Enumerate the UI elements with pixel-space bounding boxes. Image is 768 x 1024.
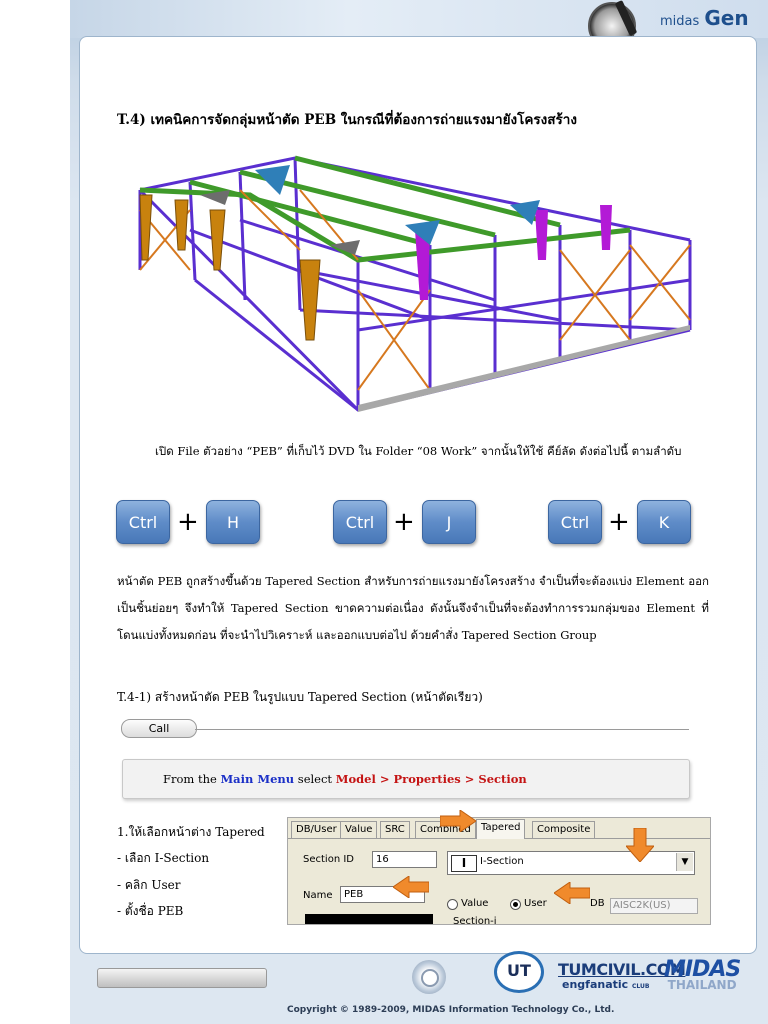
section-id-label: Section ID bbox=[303, 854, 354, 865]
step-item: - คลิก User bbox=[117, 878, 181, 892]
ctrl-key: Ctrl bbox=[116, 500, 170, 544]
ctrl-key: Ctrl bbox=[548, 500, 602, 544]
value-radio[interactable] bbox=[447, 899, 458, 910]
arrow-left-icon bbox=[393, 876, 429, 898]
user-radio-label: User bbox=[524, 898, 547, 909]
section-id-field[interactable]: 16 bbox=[372, 851, 437, 868]
value-radio-label: Value bbox=[461, 898, 489, 909]
tab-combined[interactable]: Combined bbox=[415, 821, 476, 838]
divider bbox=[195, 729, 689, 730]
intro-paragraph: เปิด File ตัวอย่าง “PEB” ที่เก็บไว้ DVD ใน Folder “08 Work” จากนั้นให้ใช้ คีย์ลัด ดังต่อไปนี้ ตามลำดับ bbox=[155, 444, 682, 458]
section-preview bbox=[305, 914, 433, 925]
tab-value[interactable]: Value bbox=[340, 821, 377, 838]
ut-logo: UT bbox=[494, 951, 544, 993]
section-type-select[interactable]: I I-Section ▼ bbox=[447, 851, 695, 875]
k-key: K bbox=[637, 500, 691, 544]
peb-structure-figure bbox=[130, 150, 695, 420]
arrow-right-icon bbox=[440, 810, 476, 832]
chevron-down-icon[interactable]: ▼ bbox=[676, 853, 693, 871]
orb-icon bbox=[412, 960, 446, 994]
body-paragraph: หน้าตัด PEB ถูกสร้างขึ้นด้วย Tapered Section สำหรับการถ่ายแรงมายังโครงสร้าง จำเป็นที่จะต้องแบ่ง Element ออกเป็นชิ้นย่อยๆ จึงทำให้ Tapered Section ขาดความต่อเนื่อง ดังนั้นจึงจำเป็นที่จะต้องทำการรวมกลุ่มของ Element ที่โดนแบ่งทั้งหมดก่อน ที่จะนำไปวิเคราะห์ และออกแบบต่อไป ด้วยคำสั่ง Tapered Section Group bbox=[117, 574, 709, 642]
tab-composite[interactable]: Composite bbox=[532, 821, 595, 838]
menu-path-text: From the Main Menu select Model > Properties > Section bbox=[163, 772, 527, 786]
arrow-left-icon bbox=[554, 882, 590, 904]
section-i-label: Section-i bbox=[453, 916, 497, 925]
footer-bar bbox=[97, 968, 267, 988]
plus-sign: + bbox=[177, 507, 199, 537]
left-margin bbox=[0, 0, 70, 1024]
plus-sign: + bbox=[608, 507, 630, 537]
user-radio[interactable] bbox=[510, 899, 521, 910]
arrow-down-icon bbox=[626, 828, 654, 862]
j-key: J bbox=[422, 500, 476, 544]
tab-tapered[interactable]: Tapered bbox=[476, 819, 525, 839]
section-heading: T.4) เทคนิคการจัดกลุ่มหน้าตัด PEB ในกรณีที่ต้องการถ่ายแรงมายังโครงสร้าง bbox=[117, 112, 577, 128]
h-key: H bbox=[206, 500, 260, 544]
step-item: 1.ให้เลือกหน้าต่าง Tapered bbox=[117, 825, 265, 839]
plus-sign: + bbox=[393, 507, 415, 537]
main-menu-label: Main Menu bbox=[220, 772, 295, 786]
i-section-icon: I bbox=[451, 855, 477, 872]
menu-path-box bbox=[122, 759, 690, 799]
call-button[interactable]: Call bbox=[121, 719, 197, 738]
tumcivil-logo: TUMCIVIL.COM engfanatic CLUB bbox=[558, 960, 686, 991]
midas-thailand-logo: MIDAS THAILAND bbox=[664, 957, 741, 992]
db-select: AISC2K(US) bbox=[610, 898, 698, 914]
tab-db-user[interactable]: DB/User bbox=[291, 821, 342, 838]
copyright: Copyright © 1989-2009, MIDAS Information Technology Co., Ltd. bbox=[287, 1005, 615, 1015]
db-label: DB bbox=[590, 898, 605, 909]
step-item: - เลือก I-Section bbox=[117, 851, 210, 865]
name-label: Name bbox=[303, 890, 333, 901]
step-item: - ตั้งชื่อ PEB bbox=[117, 904, 184, 918]
menu-path-label: Model > Properties > Section bbox=[335, 772, 527, 786]
ctrl-key: Ctrl bbox=[333, 500, 387, 544]
name-field[interactable]: PEB bbox=[340, 886, 425, 903]
tab-src[interactable]: SRC bbox=[380, 821, 410, 838]
midas-gen-logo: midas Gen bbox=[660, 6, 749, 30]
subheading: T.4-1) สร้างหน้าตัด PEB ในรูปแบบ Tapered Section (หน้าตัดเรียว) bbox=[117, 690, 483, 704]
